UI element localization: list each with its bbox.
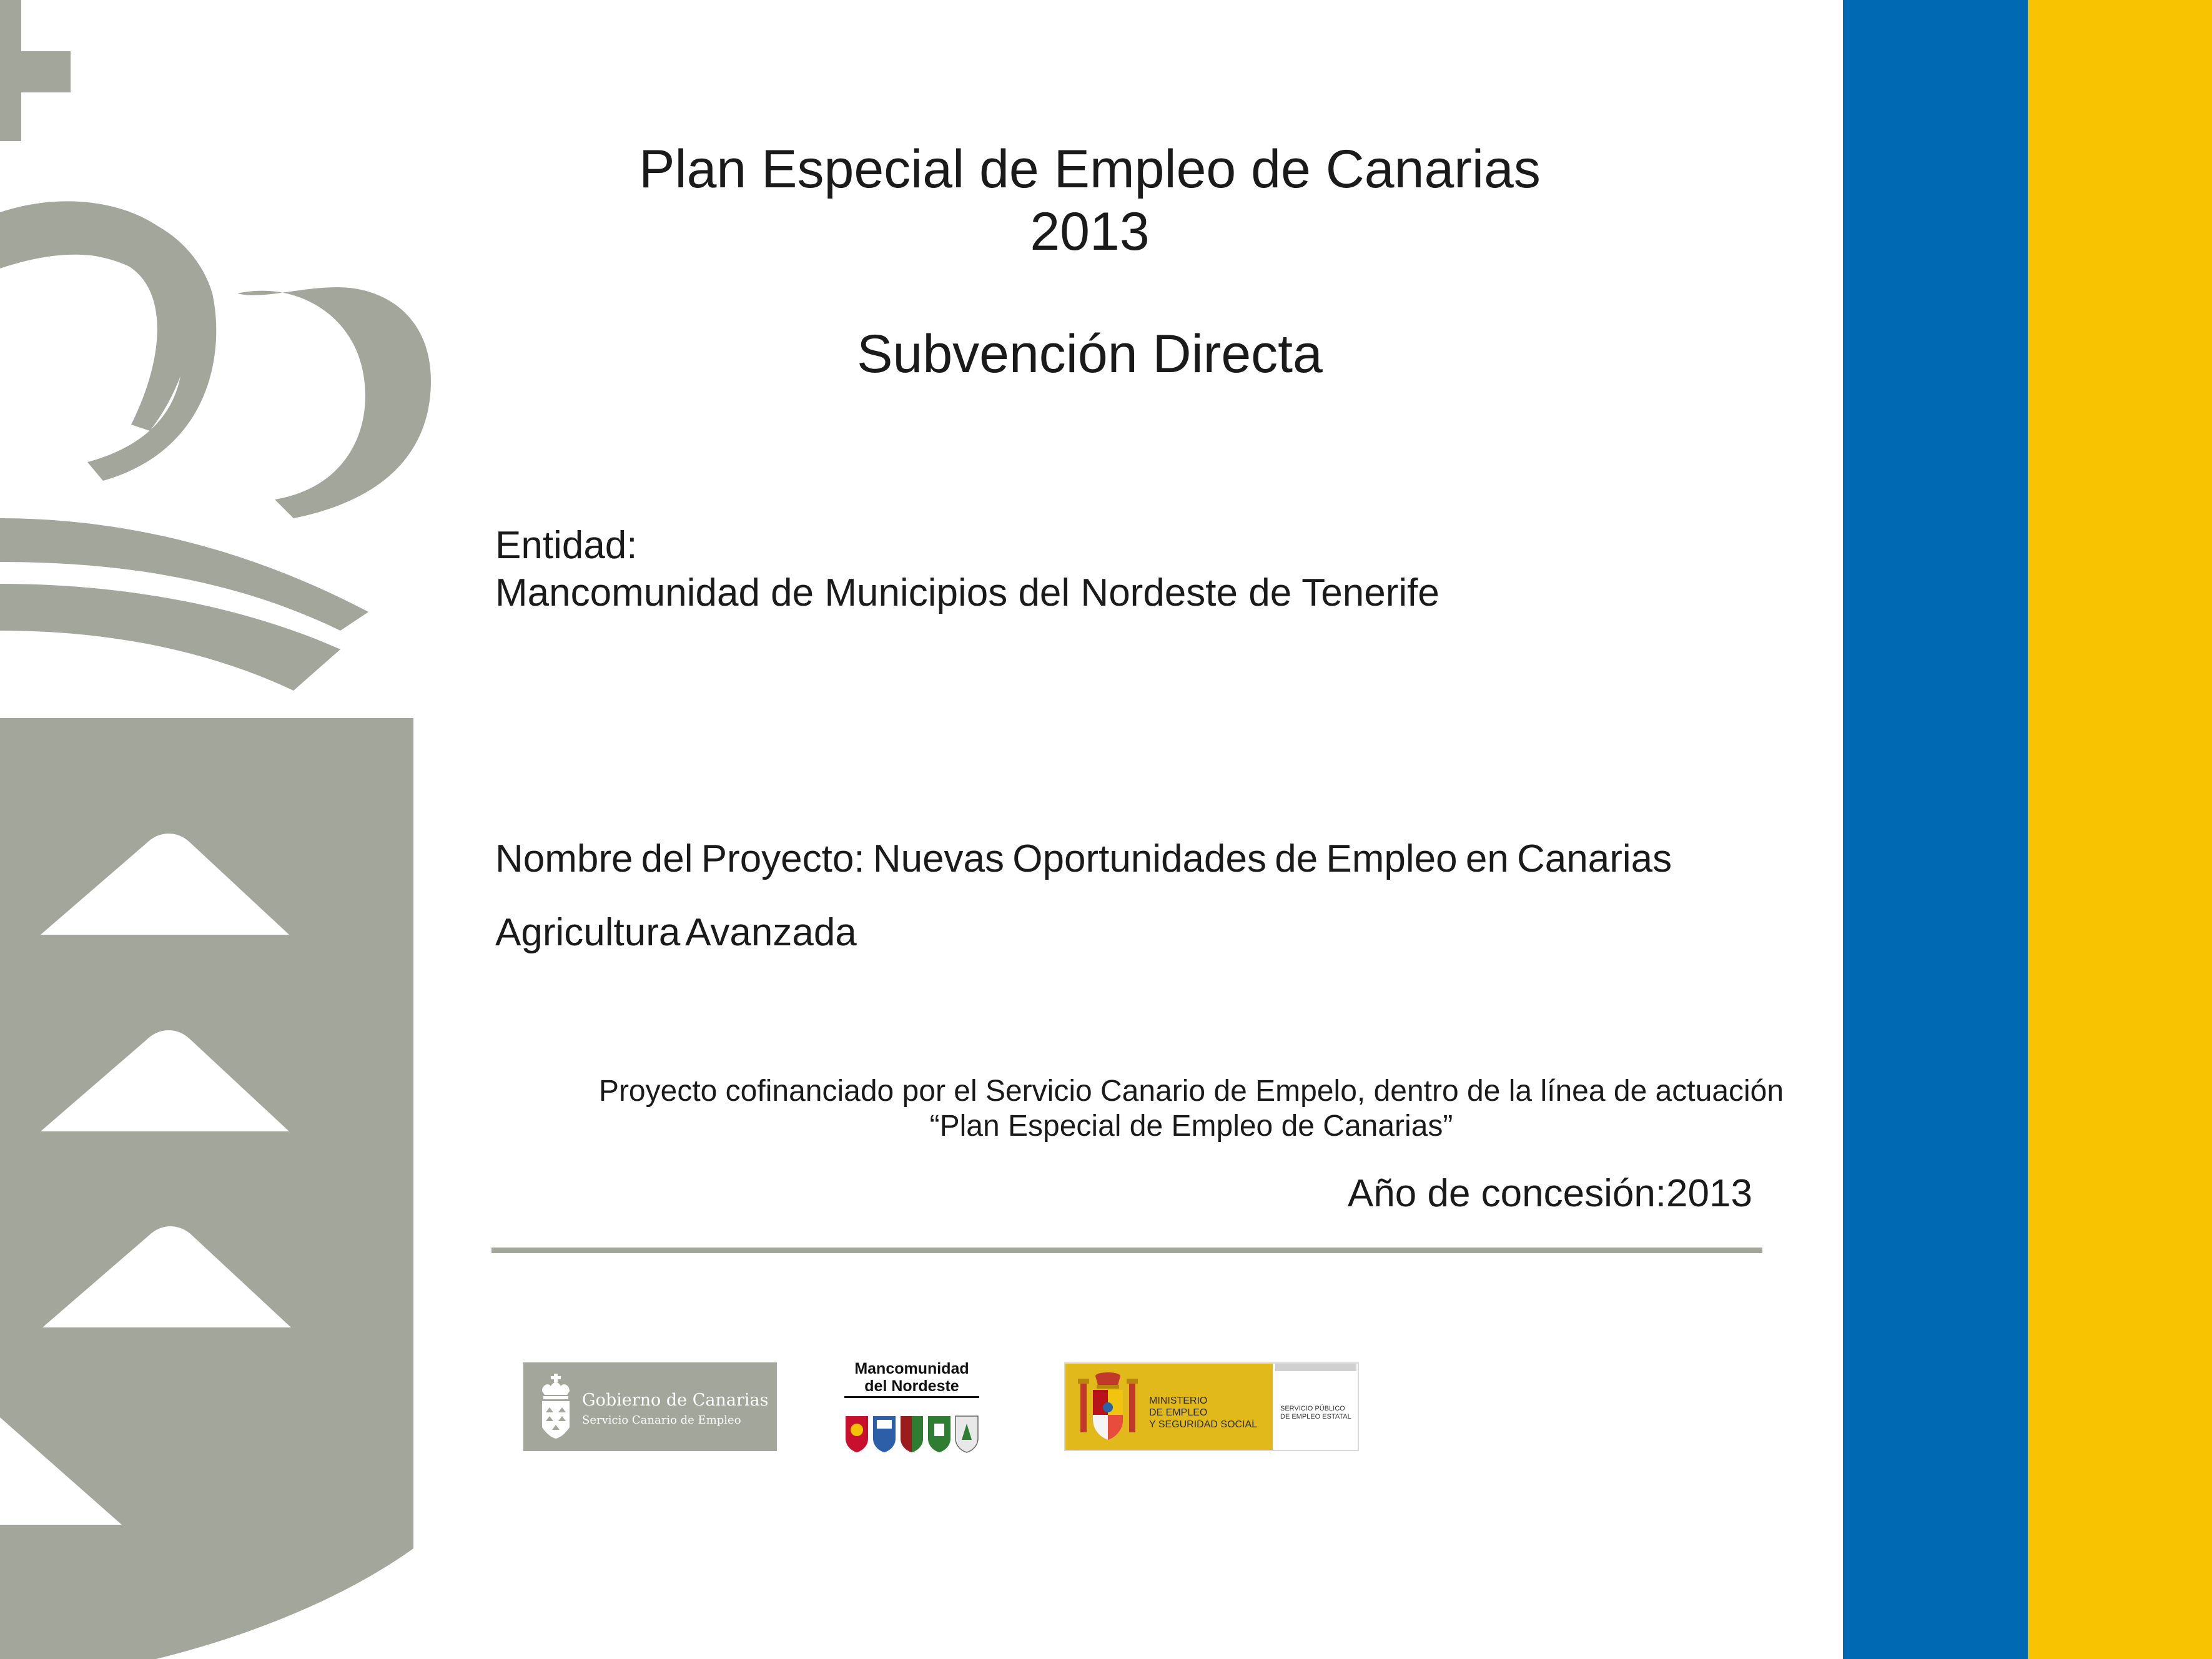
gobierno-logo-title: Gobierno de Canarias (582, 1391, 769, 1410)
mancomunidad-logo (837, 1360, 987, 1454)
plan-title: Plan Especial de Empleo de Canarias (639, 139, 1541, 199)
municipal-shields-icon (843, 1411, 980, 1454)
canarias-crest-icon (537, 1374, 575, 1440)
ministerio-empleo-logo (1064, 1362, 1359, 1451)
anio-concesion: Año de concesión:2013 (1347, 1172, 1752, 1215)
canarias-yellow-stripe (2028, 0, 2212, 1659)
project-name: Nombre del Proyecto: Nuevas Oportunidades de Empleo en Canarias (495, 837, 1672, 880)
mancomunidad-logo-line1: Mancomunidad (854, 1360, 969, 1377)
spain-coat-of-arms-icon (1077, 1370, 1139, 1444)
cofinanciacion-line2: “Plan Especial de Empleo de Canarias” (929, 1110, 1453, 1143)
ministerio-logo-text (1149, 1395, 1257, 1430)
gobierno-canarias-logo (523, 1362, 777, 1451)
sepe-grey-bar (1275, 1364, 1356, 1371)
gobierno-logo-subtitle: Servicio Canario de Empleo (582, 1414, 741, 1427)
sepe-line2: DE EMPLEO ESTATAL (1280, 1413, 1351, 1420)
plan-year: 2013 (1030, 202, 1150, 262)
ministerio-line1: MINISTERIO (1149, 1396, 1208, 1406)
sepe-line1: SERVICIO PÚBLICO (1280, 1405, 1345, 1412)
cofinanciacion-line1: Proyecto cofinanciado por el Servicio Canario de Empelo, dentro de la línea de actuación (598, 1075, 1784, 1108)
project-subtitle: Agricultura Avanzada (495, 911, 857, 954)
divider-line (491, 1248, 1762, 1253)
ministerio-line3: Y SEGURIDAD SOCIAL (1149, 1419, 1258, 1430)
entidad-value: Mancomunidad de Municipios del Nordeste de Tenerife (495, 571, 1439, 614)
sepe-logo-text (1280, 1405, 1351, 1421)
mancomunidad-logo-rule (844, 1396, 979, 1398)
gobierno-canarias-emblem (0, 0, 437, 1659)
entidad-label: Entidad: (495, 524, 638, 567)
canarias-blue-stripe (1843, 0, 2028, 1659)
subvencion-title: Subvención Directa (857, 324, 1323, 384)
ministerio-line2: DE EMPLEO (1149, 1407, 1208, 1418)
mancomunidad-logo-line2: del Nordeste (864, 1377, 959, 1395)
